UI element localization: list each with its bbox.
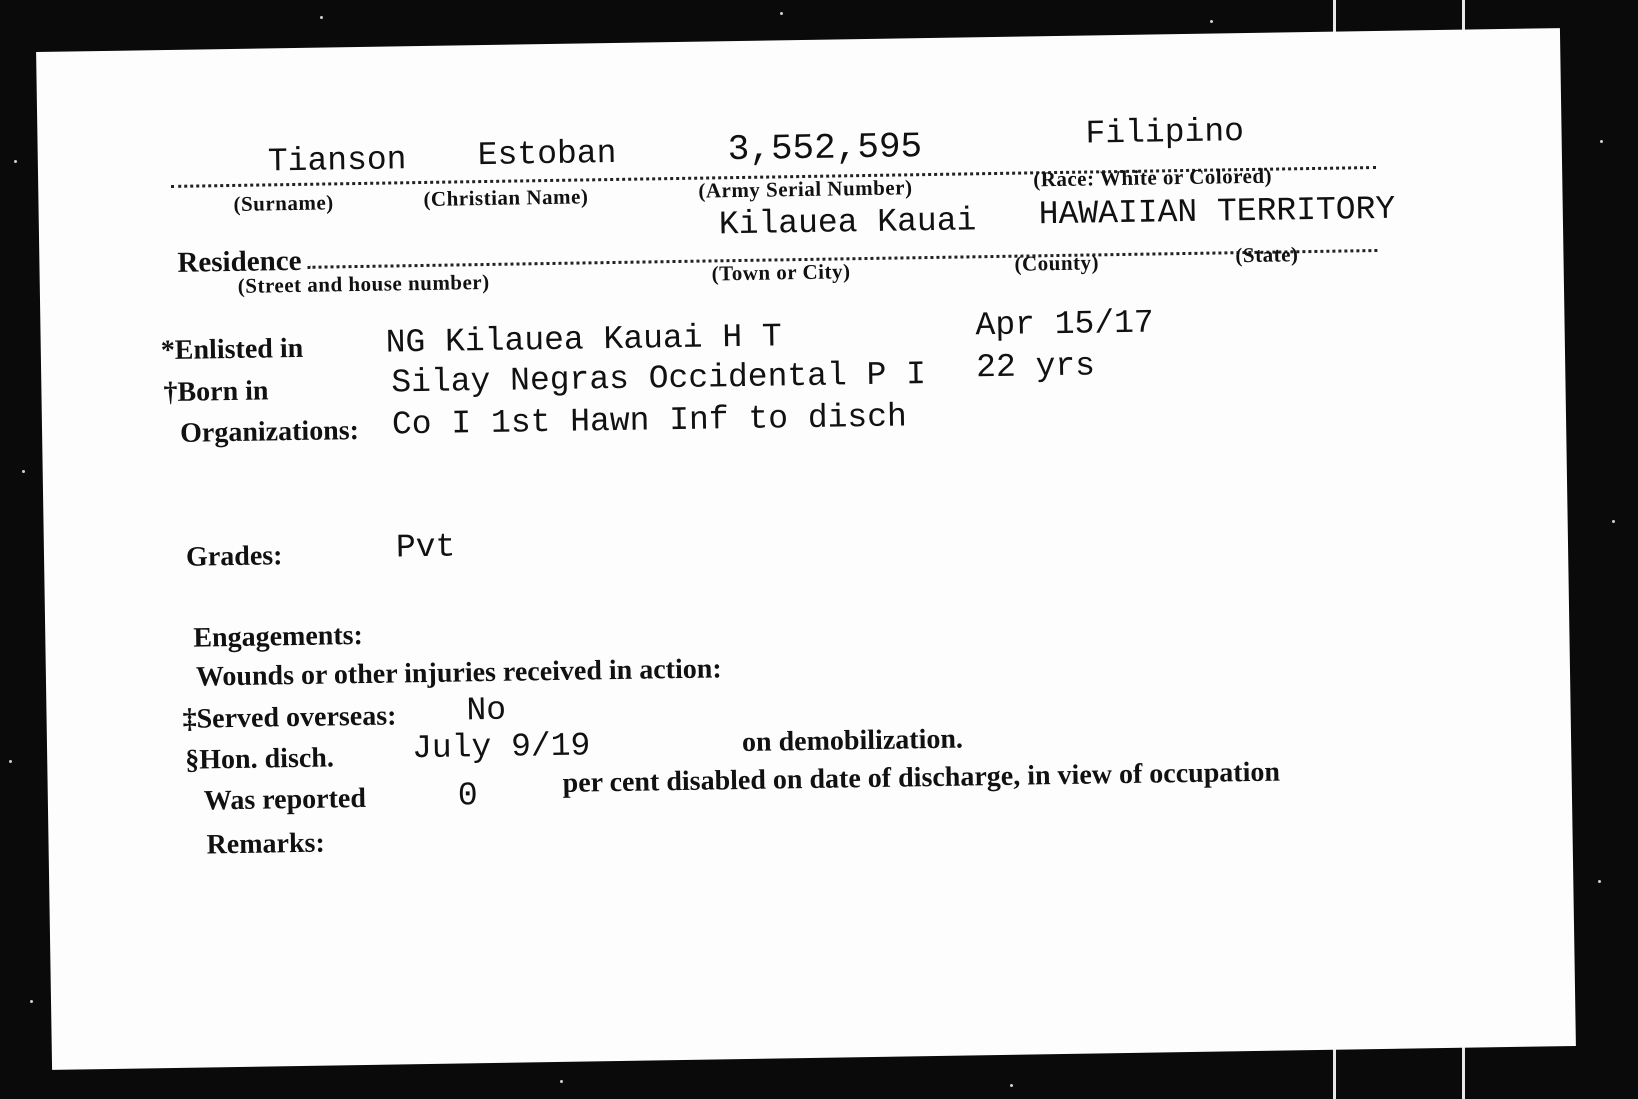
christian-name-value: Estoban <box>477 134 617 175</box>
organizations-label: Organizations: <box>179 415 360 449</box>
race-value: Filipino <box>1085 113 1245 153</box>
discharge-suffix: on demobilization. <box>741 723 964 759</box>
film-speck <box>14 160 17 163</box>
born-label: †Born in <box>163 375 269 409</box>
wounds-label: Wounds or other injuries received in action: <box>195 653 722 693</box>
film-speck <box>1612 520 1615 523</box>
state-value: HAWAIIAN TERRITORY <box>1038 190 1396 234</box>
organizations-value: Co I 1st Hawn Inf to disch <box>391 398 908 444</box>
service-record-card <box>36 28 1576 1070</box>
film-speck <box>1598 880 1601 883</box>
film-speck <box>320 16 323 19</box>
film-speck <box>1010 1084 1013 1087</box>
film-speck <box>560 1080 563 1083</box>
grades-label: Grades: <box>185 540 283 573</box>
film-speck <box>22 470 25 473</box>
engagements-label: Engagements: <box>193 619 364 654</box>
serial-number-value: 3,552,595 <box>727 126 923 171</box>
film-speck <box>1210 20 1213 23</box>
reported-value: 0 <box>457 777 478 815</box>
film-speck <box>1600 140 1603 143</box>
surname-value: Tianson <box>267 141 407 181</box>
film-speck <box>780 12 783 15</box>
born-value: Silay Negras Occidental P I <box>391 356 927 402</box>
born-age: 22 yrs <box>975 347 1096 387</box>
remarks-label: Remarks: <box>206 827 326 861</box>
residence-label: Residence <box>177 244 302 279</box>
race-caption: (Race: White or Colored) <box>1033 163 1273 192</box>
enlisted-date: Apr 15/17 <box>975 304 1155 345</box>
serial-number-caption: (Army Serial Number) <box>698 175 913 203</box>
film-speck <box>30 1000 33 1003</box>
surname-caption: (Surname) <box>233 190 334 216</box>
state-caption: (State) <box>1235 242 1299 268</box>
county-caption: (County) <box>1014 250 1100 276</box>
reported-suffix: per cent disabled on date of discharge, in view of occupation <box>562 756 1281 799</box>
discharge-label: §Hon. disch. <box>184 742 335 776</box>
enlisted-value: NG Kilauea Kauai H T <box>385 318 783 362</box>
overseas-label: ‡Served overseas: <box>182 700 397 735</box>
overseas-value: No <box>466 691 507 730</box>
town-value: Kilauea Kauai <box>718 202 977 244</box>
grades-value: Pvt <box>395 528 456 567</box>
discharge-date: July 9/19 <box>411 727 591 768</box>
christian-name-caption: (Christian Name) <box>423 184 589 211</box>
enlisted-label: *Enlisted in <box>160 332 304 367</box>
street-caption: (Street and house number) <box>237 269 490 298</box>
town-caption: (Town or City) <box>711 259 851 286</box>
reported-label: Was reported <box>203 782 367 817</box>
film-speck <box>9 760 12 763</box>
